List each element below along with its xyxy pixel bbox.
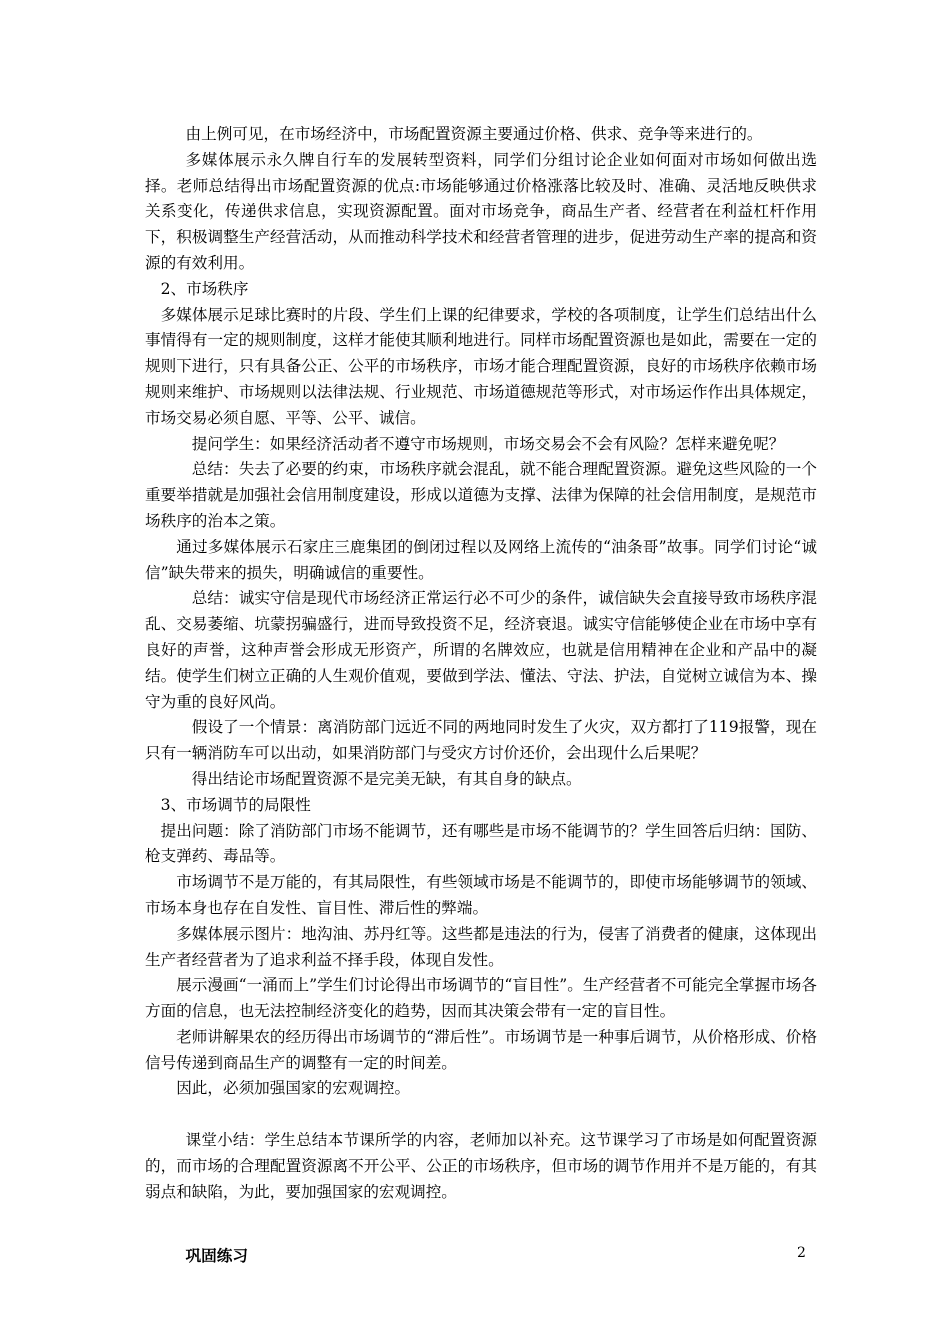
exercise-heading: 巩固练习 (185, 1246, 248, 1266)
section-heading-market-limits: 3、市场调节的局限性 (160, 795, 311, 814)
section-heading-market-order: 2、市场秩序 (160, 279, 249, 298)
page-number: 2 (797, 1245, 806, 1261)
paragraph-class-summary: 课堂小结：学生总结本节课所学的内容，老师加以补充。这节课学习了市场是如何配置资源的，而市场的合理配置资源离不开公平、公正的市场秩序，但市场的调节作用并不是万能的，有其弱点和缺陷，为此，要加强国家的宏观调控。 (145, 1131, 817, 1201)
paragraph-question-limits: 提出问题：除了消防部门市场不能调节，还有哪些是市场不能调节的？学生回答后归纳：国防、枪支弹药、毒品等。 (145, 821, 817, 866)
paragraph-question-risk: 提问学生：如果经济活动者不遵守市场规则，市场交易会不会有风险？怎样来避免呢？ (191, 434, 785, 453)
paragraph-summary-credit: 总结：失去了必要的约束，市场秩序就会混乱，就不能合理配置资源。避免这些风险的一个重要举措就是加强社会信用制度建设，形成以道德为支撑、法律为保障的社会信用制度，是规范市场秩序的治本之策。 (145, 460, 817, 530)
paragraph-lag: 老师讲解果农的经历得出市场调节的“滞后性”。市场调节是一种事后调节，从价格形成、价格信号传递到商品生产的调整有一定的时间差。 (145, 1027, 817, 1072)
body-text (145, 122, 817, 1269)
paragraph-market-rules: 多媒体展示足球比赛时的片段、学生们上课的纪律要求，学校的各项制度，让学生们总结出什么事情得有一定的规则制度，这样才能使其顺利地进行。同样市场配置资源也是如此，需要在一定的规则下进行，只有具备公正、公平的市场秩序，市场才能合理配置资源，良好的市场秩序依赖市场规则来维护、市场规则以法律法规、行业规范、市场道德规范等形式，对市场运作作出具体规定，市场交易必须自愿、平等、公平、诚信。 (145, 305, 817, 427)
blank-line (145, 1102, 817, 1128)
paragraph-macro-control: 因此，必须加强国家的宏观调控。 (176, 1079, 411, 1098)
paragraph-conclusion-market: 由上例可见，在市场经济中，市场配置资源主要通过价格、供求、竞争等来进行的。 (185, 125, 763, 143)
paragraph-blindness: 展示漫画“一涌而上”学生们讨论得出市场调节的“盲目性”。生产经营者不可能完全掌握市场各方面的信息，也无法控制经济变化的趋势，因而其决策会带有一定的盲目性。 (145, 976, 817, 1021)
paragraph-sanlu-case: 通过多媒体展示石家庄三鹿集团的倒闭过程以及网络上流传的“油条哥”故事。同学们讨论“诚信”缺失带来的损失，明确诚信的重要性。 (145, 537, 817, 582)
paragraph-conclusion-flaws: 得出结论市场配置资源不是完美无缺，有其自身的缺点。 (191, 769, 582, 788)
paragraph-market-not-omnipotent: 市场调节不是万能的，有其局限性，有些领域市场是不能调节的，即使市场能够调节的领域、市场本身也存在自发性、盲目性、滞后性的弊端。 (145, 873, 817, 917)
paragraph-spontaneity: 多媒体展示图片：地沟油、苏丹红等。这些都是违法的行为，侵害了消费者的健康，这体现出生产者经营者为了追求利益不择手段，体现自发性。 (145, 924, 817, 969)
paragraph-bicycle-case: 多媒体展示永久牌自行车的发展转型资料，同学们分组讨论企业如何面对市场如何做出选择。老师总结得出市场配置资源的优点:市场能够通过价格涨落比较及时、准确、灵活地反映供求关系变化，传递供求信息，实现资源配置。面对市场竞争，商品生产者、经营者在利益杠杆作用下，积极调整生产经营活动，从而推动科学技术和经营者管理的进步，促进劳动生产率的提高和资源的有效利用。 (145, 150, 817, 272)
paragraph-fire-scenario: 假设了一个情景：离消防部门远近不同的两地同时发生了火灾，双方都打了119报警，现在只有一辆消防车可以出动，如果消防部门与受灾方讨价还价，会出现什么后果呢？ (145, 718, 817, 763)
blank-line (145, 1205, 817, 1243)
paragraph-summary-integrity: 总结：诚实守信是现代市场经济正常运行必不可少的条件，诚信缺失会直接导致市场秩序混乱、交易萎缩、坑蒙拐骗盛行，进而导致投资不足，经济衰退。诚实守信能够使企业在市场中享有良好的声誉，这种声誉会形成无形资产，所谓的名牌效应，也就是信用精神在企业和产品中的凝结。使学生们树立正确的人生观价值观，要做到学法、懂法、守法、护法，自觉树立诚信为本、操守为重的良好风尚。 (145, 589, 817, 711)
